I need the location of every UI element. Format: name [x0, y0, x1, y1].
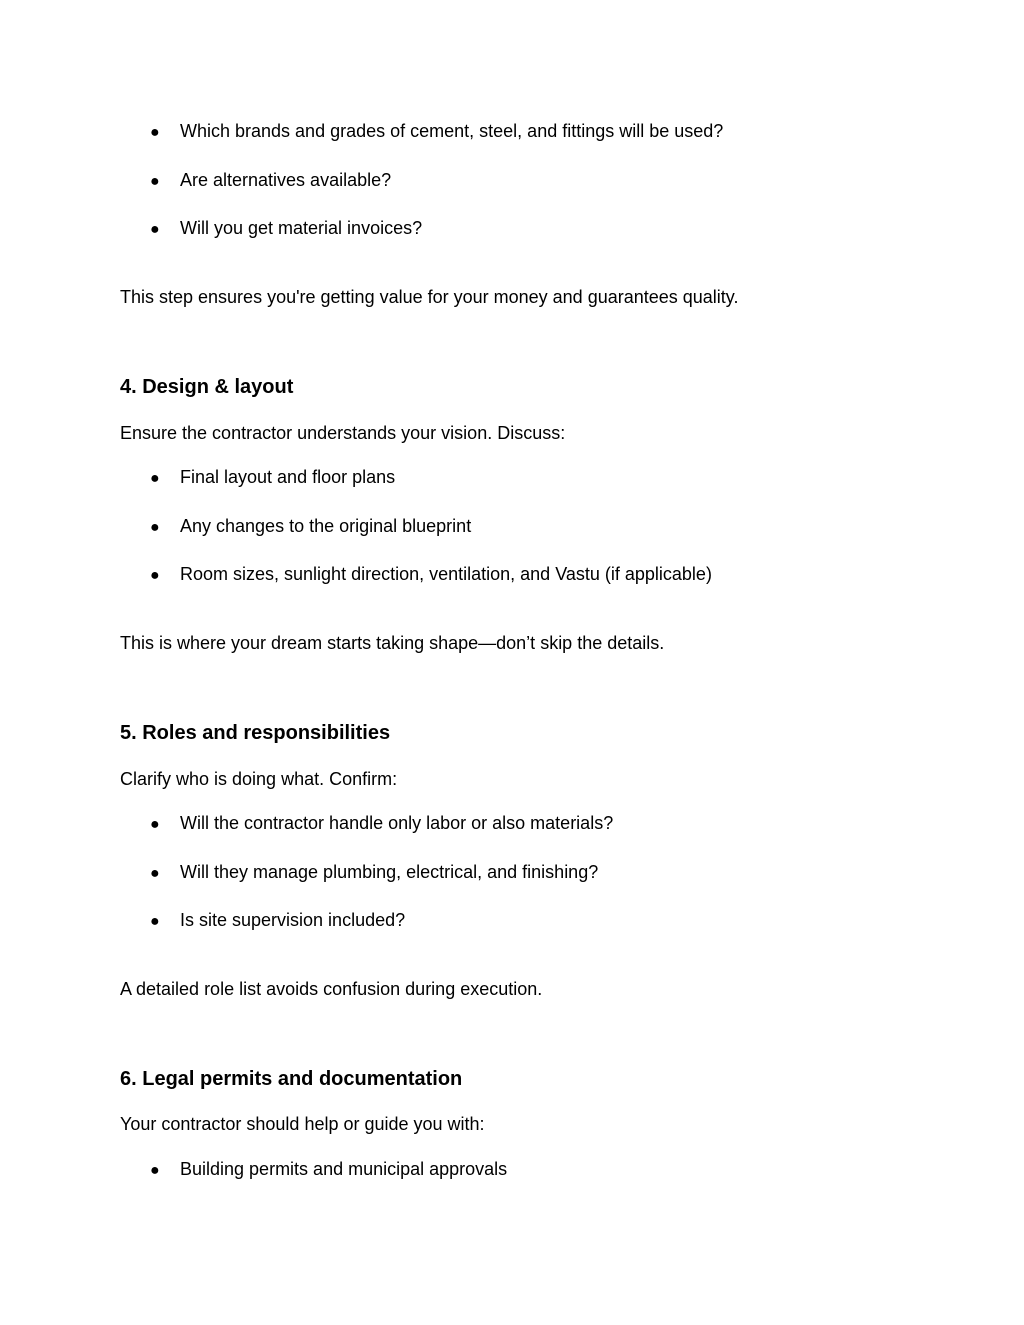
paragraph: Clarify who is doing what. Confirm: [120, 769, 398, 789]
bullet-icon: ● [150, 221, 160, 238]
list-item [150, 812, 613, 836]
paragraph: This step ensures you're getting value for your money and guarantees quality. [120, 287, 739, 307]
section-heading: 5. Roles and responsibilities [120, 722, 391, 744]
bullet-icon: ● [150, 567, 160, 584]
bullet-icon: ● [150, 1162, 160, 1179]
list-item-text: Are alternatives available? [180, 170, 392, 190]
list-item [150, 120, 723, 144]
list-item [150, 563, 712, 587]
list-item [150, 861, 598, 885]
list-item [150, 217, 422, 241]
list-item-text: Will you get material invoices? [180, 218, 423, 238]
section-heading: 6. Legal permits and documentation [120, 1068, 463, 1090]
bullet-icon: ● [150, 913, 160, 930]
list-item-text: Will the contractor handle only labor or also materials? [180, 813, 614, 833]
list-item [150, 169, 391, 193]
list-item-text: Building permits and municipal approvals [180, 1159, 508, 1179]
list-item-text: Final layout and floor plans [180, 467, 396, 487]
list-item [150, 909, 405, 933]
bullet-icon: ● [150, 816, 160, 833]
list-item [150, 1158, 507, 1182]
list-item-text: Any changes to the original blueprint [180, 516, 472, 536]
bullet-icon: ● [150, 470, 160, 487]
paragraph: Your contractor should help or guide you with: [120, 1114, 485, 1134]
paragraph: A detailed role list avoids confusion during execution. [120, 979, 543, 999]
bullet-icon: ● [150, 173, 160, 190]
list-item [150, 515, 471, 539]
list-item-text: Is site supervision included? [180, 910, 406, 930]
list-item-text: Which brands and grades of cement, steel, and fittings will be used? [180, 121, 724, 141]
bullet-icon: ● [150, 519, 160, 536]
bullet-icon: ● [150, 865, 160, 882]
section-heading: 4. Design & layout [120, 376, 294, 398]
list-item-text: Room sizes, sunlight direction, ventilation, and Vastu (if applicable) [180, 564, 712, 584]
paragraph: This is where your dream starts taking shape—don’t skip the details. [120, 633, 665, 653]
bullet-icon: ● [150, 124, 160, 141]
paragraph: Ensure the contractor understands your vision. Discuss: [120, 423, 566, 443]
list-item [150, 466, 395, 490]
list-item-text: Will they manage plumbing, electrical, and finishing? [180, 862, 599, 882]
